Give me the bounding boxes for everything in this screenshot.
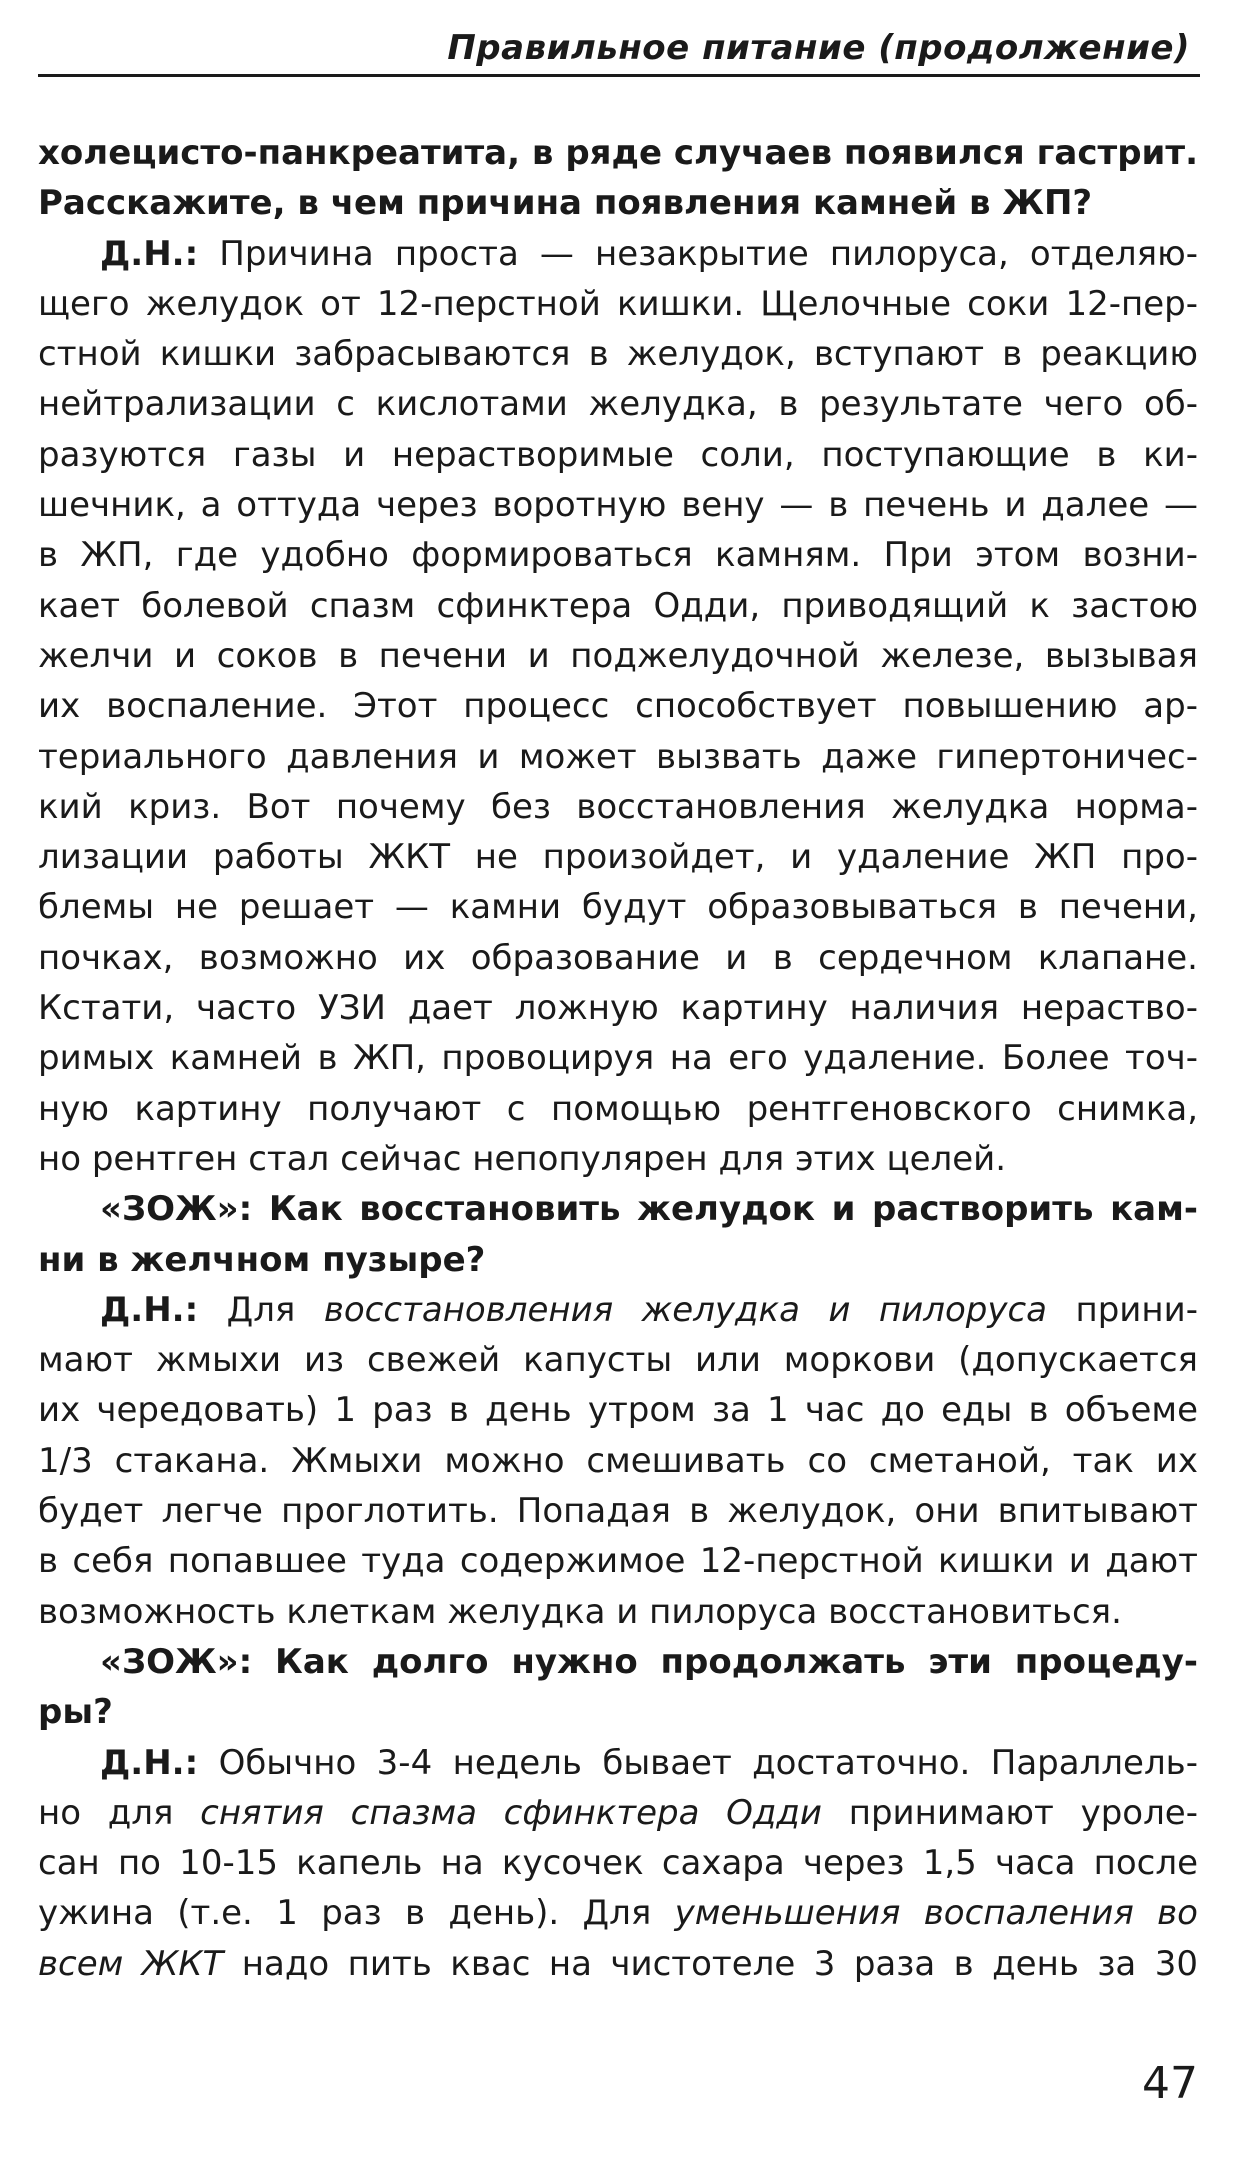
text-line bbox=[38, 379, 1198, 429]
text-line bbox=[38, 530, 1198, 580]
text-line bbox=[38, 1637, 1198, 1687]
text-segment: в себя попавшее туда содержимое 12-перстной кишки и дают bbox=[38, 1541, 1198, 1582]
text-line bbox=[38, 1436, 1198, 1486]
text-segment: блемы не решает — камни будут образовываться в печени, bbox=[38, 887, 1198, 928]
text-segment: будет легче проглотить. Попадая в желудок, они впитывают bbox=[38, 1491, 1198, 1532]
text-line bbox=[38, 329, 1198, 379]
text-segment: прини- bbox=[1047, 1289, 1198, 1330]
text-segment: териального давления и может вызвать даже гипертоничес- bbox=[38, 736, 1198, 777]
text-line bbox=[38, 279, 1198, 329]
text-segment: ужина (т.е. 1 раз в день). Для bbox=[38, 1893, 675, 1934]
text-segment: мают жмыхи из свежей капусты или моркови (допускается bbox=[38, 1340, 1198, 1381]
text-line bbox=[38, 430, 1198, 480]
text-segment: надо пить квас на чистотеле 3 раза в день за 30 bbox=[223, 1943, 1198, 1984]
text-line bbox=[38, 581, 1198, 631]
text-line bbox=[38, 1486, 1198, 1536]
text-segment: возможность клеткам желудка и пилоруса восстановиться. bbox=[38, 1591, 1122, 1632]
text-line bbox=[38, 782, 1198, 832]
text-line bbox=[38, 732, 1198, 782]
text-line bbox=[38, 832, 1198, 882]
text-segment: лизации работы ЖКТ не произойдет, и удаление ЖП про- bbox=[38, 837, 1198, 878]
text-line bbox=[38, 1235, 1198, 1285]
text-line bbox=[38, 1084, 1198, 1134]
italic-text: всем ЖКТ bbox=[38, 1943, 224, 1984]
bold-text: «ЗОЖ»: Как восстановить желудок и растворить кам- bbox=[100, 1189, 1198, 1230]
bold-text: холецисто-панкреатита, в ряде случаев появился гастрит. bbox=[38, 133, 1198, 173]
text-segment: кает болевой спазм сфинктера Одди, приводящий к застою bbox=[38, 585, 1198, 626]
text-segment: щего желудок от 12-перстной кишки. Щелочные соки 12-пер- bbox=[38, 283, 1198, 324]
bold-text: Д.Н.: bbox=[100, 1289, 199, 1330]
text-line bbox=[38, 1536, 1198, 1586]
text-line bbox=[38, 1335, 1198, 1385]
text-line bbox=[38, 1385, 1198, 1435]
running-header-title: Правильное питание (продолжение) bbox=[447, 28, 1190, 68]
text-line bbox=[38, 631, 1198, 681]
bold-text: Д.Н.: bbox=[100, 1742, 199, 1783]
text-line bbox=[38, 128, 1198, 178]
text-line bbox=[38, 1687, 1198, 1737]
italic-text: восстановления желудка и пилоруса bbox=[323, 1289, 1048, 1330]
text-segment: принимают уроле- bbox=[822, 1792, 1198, 1833]
text-line bbox=[38, 681, 1198, 731]
bold-text: ни в желчном пузыре? bbox=[38, 1239, 486, 1280]
text-segment: их чередовать) 1 раз в день утром за 1 час до еды в объеме bbox=[38, 1390, 1198, 1431]
bold-text: Расскажите, в чем причина появления камней в ЖП? bbox=[38, 183, 1093, 224]
text-segment: 1/3 стакана. Жмыхи можно смешивать со сметаной, так их bbox=[38, 1440, 1198, 1481]
italic-text: уменьшения воспаления во bbox=[674, 1893, 1198, 1934]
text-line bbox=[38, 1738, 1198, 1788]
text-segment: шечник, а оттуда через воротную вену — в печень и далее — bbox=[38, 485, 1198, 526]
text-segment: разуются газы и нерастворимые соли, поступающие в ки- bbox=[38, 434, 1198, 475]
page-number: 47 bbox=[1142, 2058, 1198, 2109]
text-line bbox=[38, 229, 1198, 279]
text-line bbox=[38, 480, 1198, 530]
text-line bbox=[38, 983, 1198, 1033]
text-line bbox=[38, 882, 1198, 932]
text-line bbox=[38, 933, 1198, 983]
bold-text: Д.Н.: bbox=[100, 233, 199, 274]
text-segment: в ЖП, где удобно формироваться камням. При этом возни- bbox=[38, 535, 1198, 576]
text-segment: желчи и соков в печени и поджелудочной железе, вызывая bbox=[38, 635, 1198, 676]
text-line bbox=[38, 1033, 1198, 1083]
text-line bbox=[38, 1285, 1198, 1335]
text-segment: нейтрализации с кислотами желудка, в результате чего об- bbox=[38, 384, 1198, 425]
bold-text: «ЗОЖ»: Как долго нужно продолжать эти процеду- bbox=[100, 1641, 1198, 1682]
italic-text: снятия спазма сфинктера Одди bbox=[200, 1792, 822, 1833]
text-segment: ную картину получают с помощью рентгеновского снимка, bbox=[38, 1088, 1198, 1129]
text-segment: стной кишки забрасываются в желудок, вступают в реакцию bbox=[38, 334, 1198, 375]
text-segment: Для bbox=[198, 1289, 324, 1330]
text-line bbox=[38, 1184, 1198, 1234]
text-line bbox=[38, 1939, 1198, 1989]
text-segment: римых камней в ЖП, провоцируя на его удаление. Более точ- bbox=[38, 1038, 1198, 1079]
bold-text: ры? bbox=[38, 1692, 113, 1733]
text-segment: но для bbox=[38, 1792, 201, 1833]
text-line bbox=[38, 1587, 1198, 1637]
text-line bbox=[38, 178, 1198, 228]
text-segment: Кстати, часто УЗИ дает ложную картину наличия нераство- bbox=[38, 988, 1198, 1029]
text-segment: почках, возможно их образование и в сердечном клапане. bbox=[38, 937, 1198, 978]
text-line bbox=[38, 1134, 1198, 1184]
text-line bbox=[38, 1788, 1198, 1838]
text-segment: Обычно 3-4 недель бывает достаточно. Параллель- bbox=[198, 1742, 1198, 1783]
text-segment: но рентген стал сейчас непопулярен для этих целей. bbox=[38, 1138, 1007, 1179]
text-segment: кий криз. Вот почему без восстановления желудка норма- bbox=[38, 786, 1198, 827]
text-segment: их воспаление. Этот процесс способствует повышению ар- bbox=[38, 686, 1198, 727]
text-line bbox=[38, 1838, 1198, 1888]
body-text bbox=[38, 128, 1198, 1989]
text-segment: сан по 10-15 капель на кусочек сахара через 1,5 часа после bbox=[38, 1843, 1198, 1884]
running-header bbox=[38, 26, 1200, 77]
text-line bbox=[38, 1888, 1198, 1938]
text-segment: Причина проста — незакрытие пилоруса, отделяю- bbox=[198, 233, 1198, 274]
